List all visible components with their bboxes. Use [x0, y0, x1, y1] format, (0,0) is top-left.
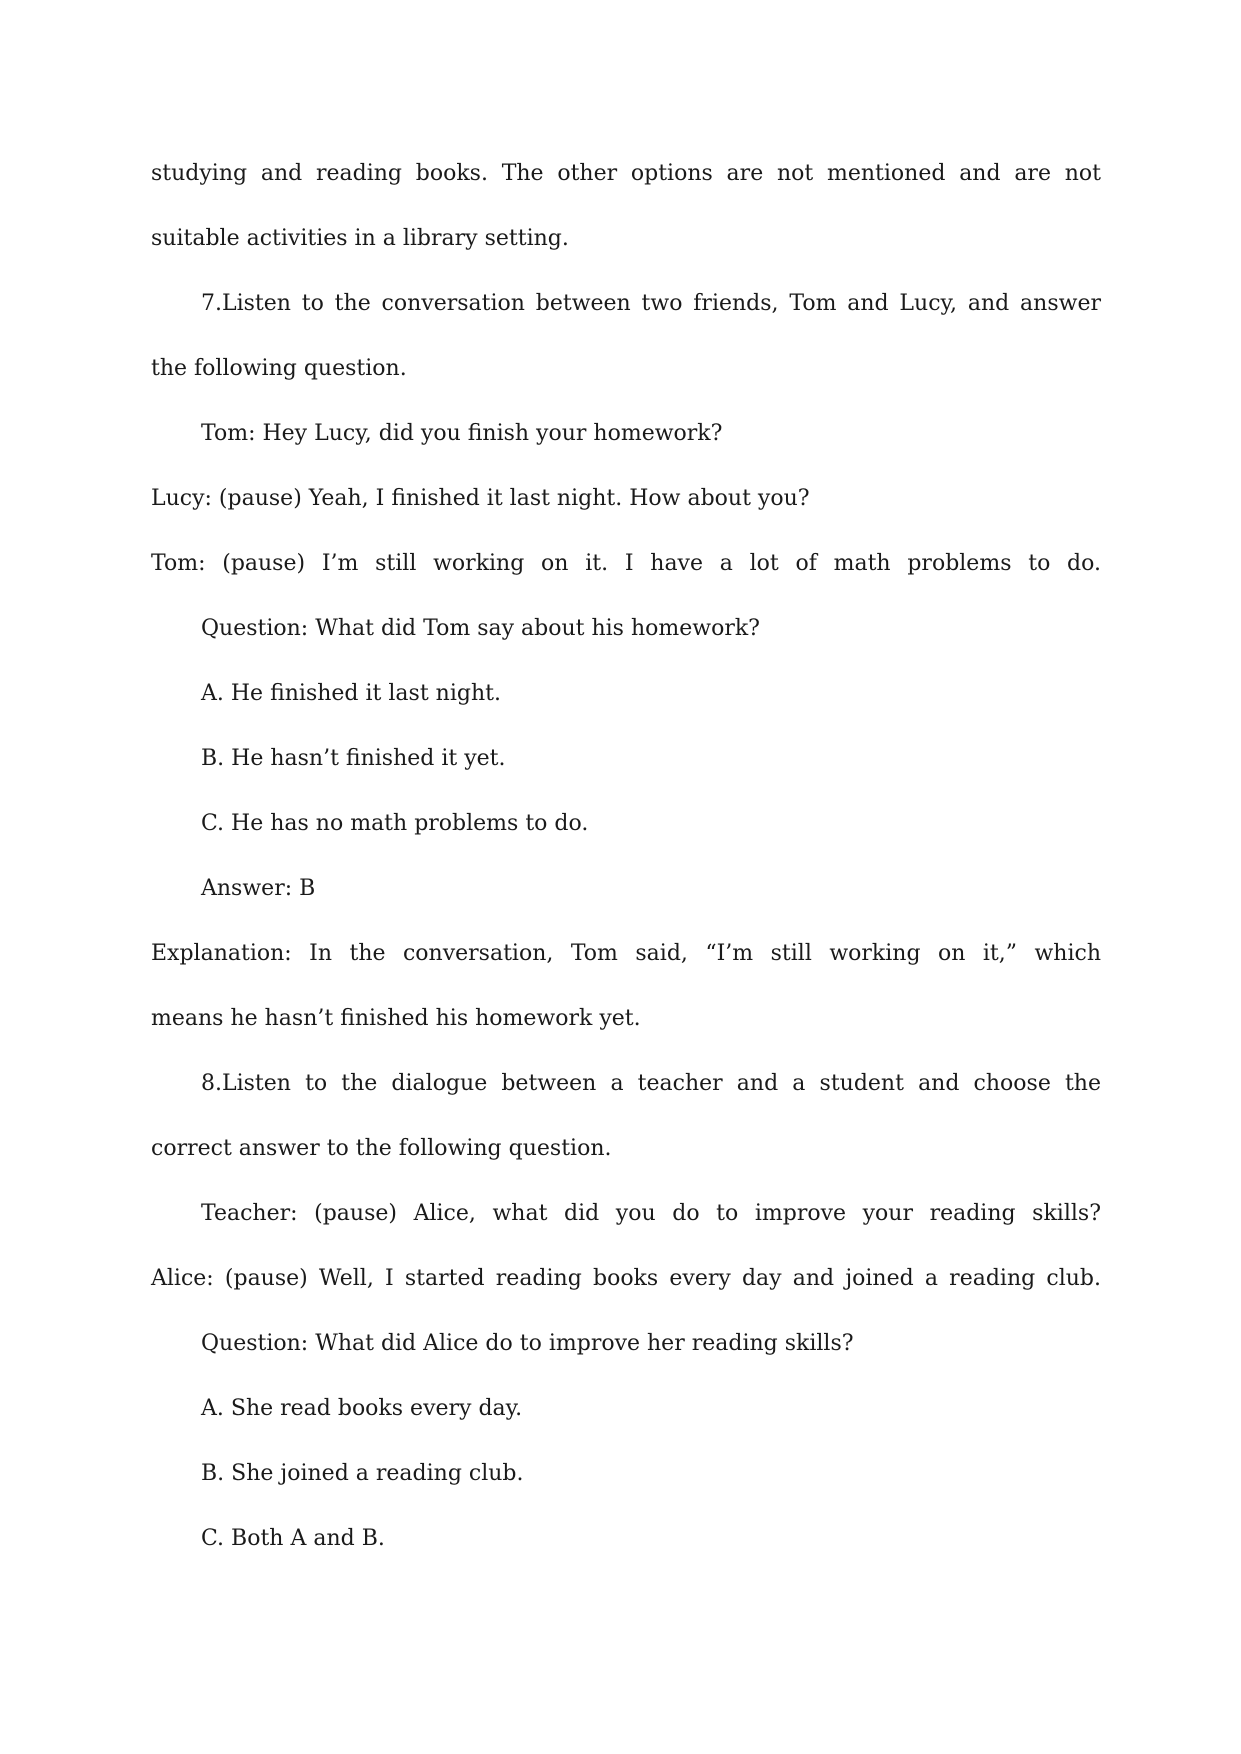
- option-c: C. He has no math problems to do.: [201, 811, 589, 836]
- option-b: B. He hasn’t finished it yet.: [201, 746, 506, 771]
- text-line: the following question.: [151, 356, 407, 381]
- dialogue-line: Alice: (pause) Well, I started reading books every day and joined a reading club.: [151, 1266, 1101, 1291]
- text-line: correct answer to the following question.: [151, 1136, 612, 1161]
- dialogue-line: Tom: Hey Lucy, did you finish your homework?: [201, 421, 723, 446]
- question-text: Question: What did Tom say about his homework?: [201, 616, 760, 641]
- explanation-line: Explanation: In the conversation, Tom said, “I’m still working on it,” which: [151, 941, 1101, 966]
- option-c: C. Both A and B.: [201, 1526, 385, 1551]
- text-line: studying and reading books. The other options are not mentioned and are not: [151, 161, 1101, 186]
- question-text: Question: What did Alice do to improve her reading skills?: [201, 1331, 854, 1356]
- question-8-prompt: 8.Listen to the dialogue between a teacher and a student and choose the: [201, 1071, 1101, 1096]
- dialogue-line: Lucy: (pause) Yeah, I finished it last night. How about you?: [151, 486, 810, 511]
- dialogue-line: Tom: (pause) I’m still working on it. I have a lot of math problems to do.: [151, 551, 1101, 576]
- option-a: A. He finished it last night.: [201, 681, 501, 706]
- option-b: B. She joined a reading club.: [201, 1461, 524, 1486]
- answer-line: Answer: B: [201, 876, 316, 901]
- question-7-prompt: 7.Listen to the conversation between two friends, Tom and Lucy, and answer: [201, 291, 1101, 316]
- dialogue-line: Teacher: (pause) Alice, what did you do to improve your reading skills?: [201, 1201, 1101, 1226]
- text-line: suitable activities in a library setting.: [151, 226, 569, 251]
- text-line: means he hasn’t finished his homework yet.: [151, 1006, 641, 1031]
- option-a: A. She read books every day.: [201, 1396, 523, 1421]
- document-page: [151, 141, 1101, 1571]
